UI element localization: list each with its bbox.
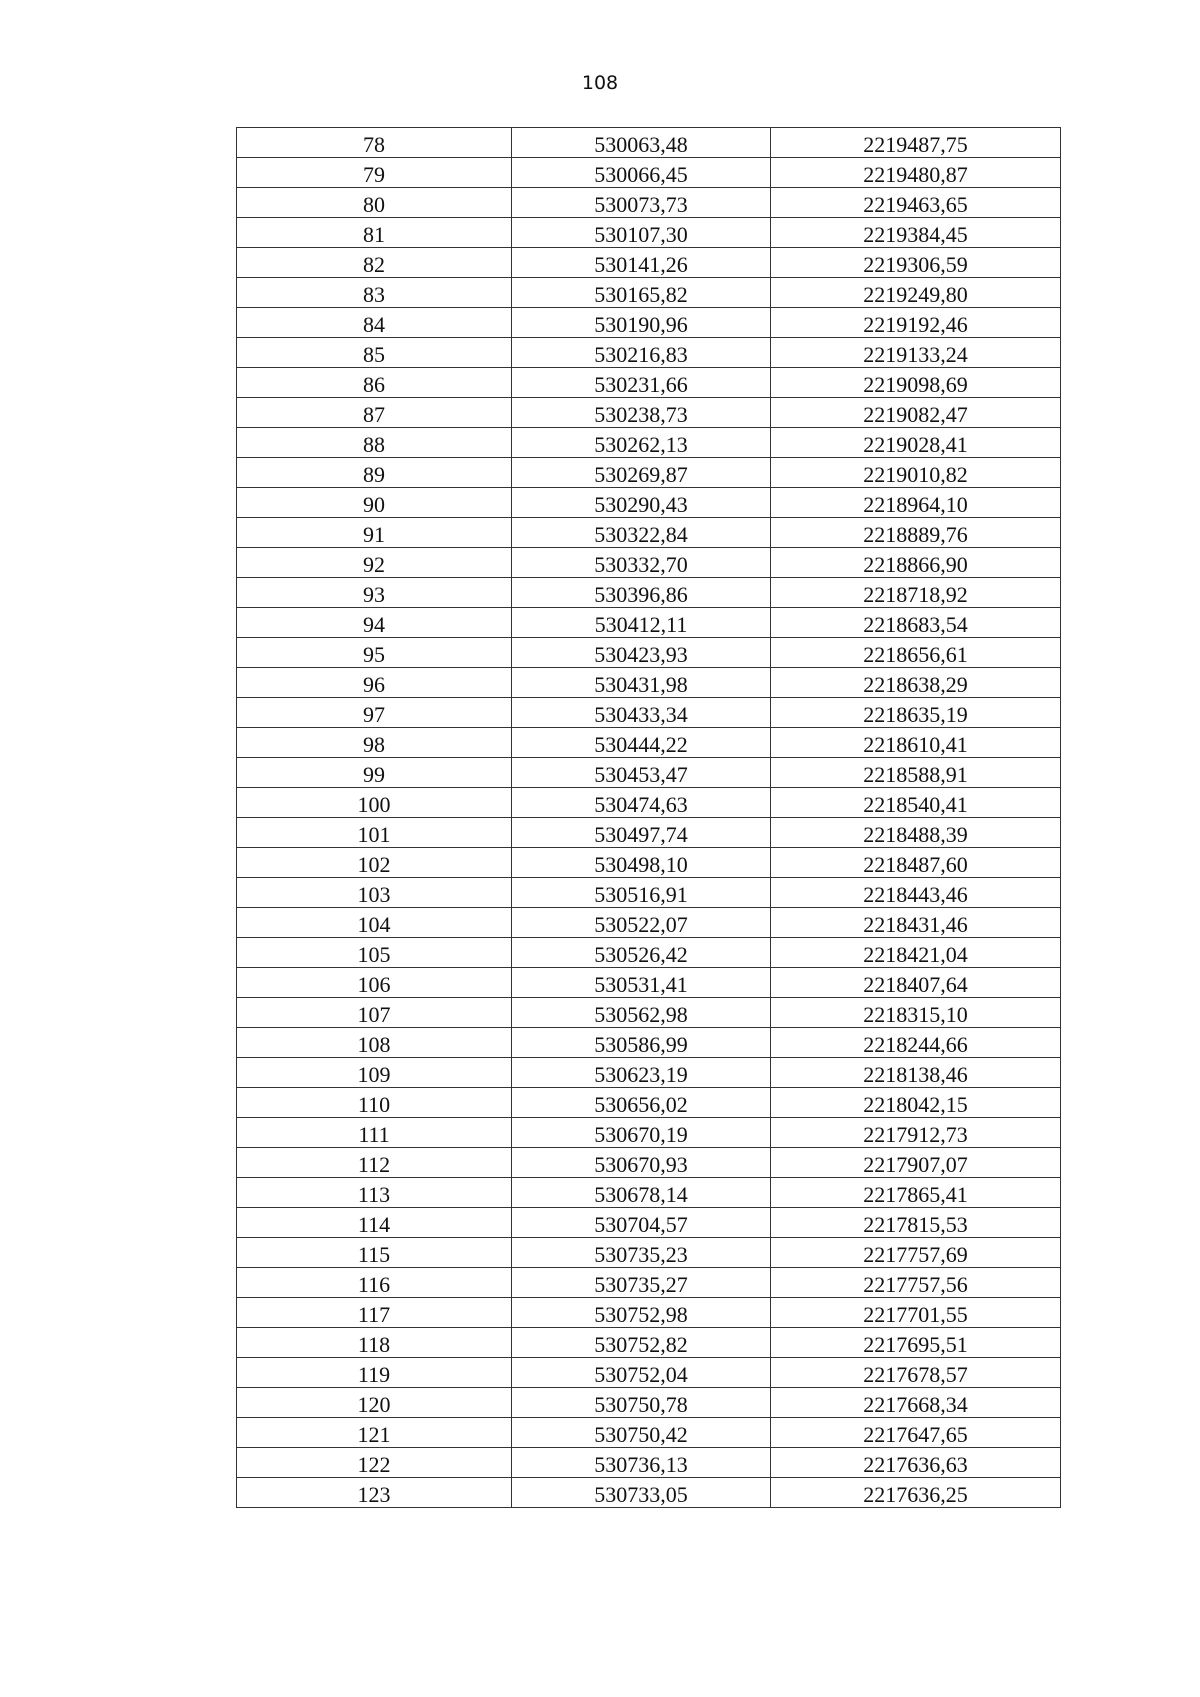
- point-number-cell: 111: [237, 1118, 512, 1148]
- point-number-cell: 123: [237, 1478, 512, 1508]
- y-coordinate-cell: 2219384,45: [771, 218, 1061, 248]
- x-coordinate-cell: 530531,41: [512, 968, 771, 998]
- table-row: [237, 998, 1061, 1028]
- table-row: [237, 1148, 1061, 1178]
- table-row: [237, 1388, 1061, 1418]
- point-number-cell: 83: [237, 278, 512, 308]
- table-row: [237, 518, 1061, 548]
- point-number-cell: 87: [237, 398, 512, 428]
- y-coordinate-cell: 2217695,51: [771, 1328, 1061, 1358]
- x-coordinate-cell: 530752,04: [512, 1358, 771, 1388]
- y-coordinate-cell: 2218683,54: [771, 608, 1061, 638]
- x-coordinate-cell: 530750,78: [512, 1388, 771, 1418]
- x-coordinate-cell: 530216,83: [512, 338, 771, 368]
- x-coordinate-cell: 530063,48: [512, 128, 771, 158]
- x-coordinate-cell: 530262,13: [512, 428, 771, 458]
- y-coordinate-cell: 2218443,46: [771, 878, 1061, 908]
- table-row: [237, 1058, 1061, 1088]
- y-coordinate-cell: 2218431,46: [771, 908, 1061, 938]
- table-row: [237, 368, 1061, 398]
- table-row: [237, 578, 1061, 608]
- point-number-cell: 100: [237, 788, 512, 818]
- table-row: [237, 308, 1061, 338]
- y-coordinate-cell: 2218488,39: [771, 818, 1061, 848]
- x-coordinate-cell: 530290,43: [512, 488, 771, 518]
- table-row: [237, 1208, 1061, 1238]
- point-number-cell: 114: [237, 1208, 512, 1238]
- y-coordinate-cell: 2217757,69: [771, 1238, 1061, 1268]
- y-coordinate-cell: 2217636,25: [771, 1478, 1061, 1508]
- y-coordinate-cell: 2219463,65: [771, 188, 1061, 218]
- point-number-cell: 120: [237, 1388, 512, 1418]
- table-row: [237, 938, 1061, 968]
- x-coordinate-cell: 530165,82: [512, 278, 771, 308]
- y-coordinate-cell: 2218421,04: [771, 938, 1061, 968]
- x-coordinate-cell: 530269,87: [512, 458, 771, 488]
- coordinates-table-body: [237, 128, 1061, 1508]
- x-coordinate-cell: 530736,13: [512, 1448, 771, 1478]
- point-number-cell: 90: [237, 488, 512, 518]
- y-coordinate-cell: 2218138,46: [771, 1058, 1061, 1088]
- table-row: [237, 488, 1061, 518]
- point-number-cell: 102: [237, 848, 512, 878]
- table-row: [237, 878, 1061, 908]
- table-row: [237, 1238, 1061, 1268]
- y-coordinate-cell: 2217912,73: [771, 1118, 1061, 1148]
- y-coordinate-cell: 2218487,60: [771, 848, 1061, 878]
- y-coordinate-cell: 2218964,10: [771, 488, 1061, 518]
- x-coordinate-cell: 530498,10: [512, 848, 771, 878]
- x-coordinate-cell: 530670,93: [512, 1148, 771, 1178]
- page-number: 108: [581, 72, 619, 94]
- x-coordinate-cell: 530522,07: [512, 908, 771, 938]
- y-coordinate-cell: 2218656,61: [771, 638, 1061, 668]
- x-coordinate-cell: 530497,74: [512, 818, 771, 848]
- y-coordinate-cell: 2218588,91: [771, 758, 1061, 788]
- point-number-cell: 91: [237, 518, 512, 548]
- table-row: [237, 608, 1061, 638]
- point-number-cell: 79: [237, 158, 512, 188]
- x-coordinate-cell: 530474,63: [512, 788, 771, 818]
- x-coordinate-cell: 530332,70: [512, 548, 771, 578]
- table-row: [237, 1088, 1061, 1118]
- table-row: [237, 758, 1061, 788]
- x-coordinate-cell: 530623,19: [512, 1058, 771, 1088]
- y-coordinate-cell: 2217907,07: [771, 1148, 1061, 1178]
- table-row: [237, 338, 1061, 368]
- y-coordinate-cell: 2218635,19: [771, 698, 1061, 728]
- y-coordinate-cell: 2217636,63: [771, 1448, 1061, 1478]
- table-row: [237, 968, 1061, 998]
- x-coordinate-cell: 530107,30: [512, 218, 771, 248]
- table-row: [237, 638, 1061, 668]
- y-coordinate-cell: 2217757,56: [771, 1268, 1061, 1298]
- point-number-cell: 104: [237, 908, 512, 938]
- y-coordinate-cell: 2218638,29: [771, 668, 1061, 698]
- x-coordinate-cell: 530516,91: [512, 878, 771, 908]
- table-row: [237, 1028, 1061, 1058]
- y-coordinate-cell: 2217668,34: [771, 1388, 1061, 1418]
- y-coordinate-cell: 2219487,75: [771, 128, 1061, 158]
- table-row: [237, 1328, 1061, 1358]
- table-row: [237, 1448, 1061, 1478]
- x-coordinate-cell: 530141,26: [512, 248, 771, 278]
- x-coordinate-cell: 530396,86: [512, 578, 771, 608]
- point-number-cell: 99: [237, 758, 512, 788]
- point-number-cell: 96: [237, 668, 512, 698]
- x-coordinate-cell: 530586,99: [512, 1028, 771, 1058]
- x-coordinate-cell: 530752,98: [512, 1298, 771, 1328]
- point-number-cell: 107: [237, 998, 512, 1028]
- point-number-cell: 82: [237, 248, 512, 278]
- point-number-cell: 95: [237, 638, 512, 668]
- table-row: [237, 1298, 1061, 1328]
- point-number-cell: 110: [237, 1088, 512, 1118]
- y-coordinate-cell: 2217815,53: [771, 1208, 1061, 1238]
- table-row: [237, 788, 1061, 818]
- table-row: [237, 548, 1061, 578]
- x-coordinate-cell: 530733,05: [512, 1478, 771, 1508]
- point-number-cell: 103: [237, 878, 512, 908]
- table-row: [237, 158, 1061, 188]
- table-row: [237, 668, 1061, 698]
- table-row: [237, 698, 1061, 728]
- x-coordinate-cell: 530704,57: [512, 1208, 771, 1238]
- x-coordinate-cell: 530735,23: [512, 1238, 771, 1268]
- point-number-cell: 113: [237, 1178, 512, 1208]
- y-coordinate-cell: 2218610,41: [771, 728, 1061, 758]
- point-number-cell: 98: [237, 728, 512, 758]
- y-coordinate-cell: 2219133,24: [771, 338, 1061, 368]
- point-number-cell: 94: [237, 608, 512, 638]
- y-coordinate-cell: 2218540,41: [771, 788, 1061, 818]
- x-coordinate-cell: 530453,47: [512, 758, 771, 788]
- point-number-cell: 92: [237, 548, 512, 578]
- point-number-cell: 84: [237, 308, 512, 338]
- point-number-cell: 108: [237, 1028, 512, 1058]
- y-coordinate-cell: 2217647,65: [771, 1418, 1061, 1448]
- point-number-cell: 117: [237, 1298, 512, 1328]
- y-coordinate-cell: 2219192,46: [771, 308, 1061, 338]
- x-coordinate-cell: 530412,11: [512, 608, 771, 638]
- x-coordinate-cell: 530322,84: [512, 518, 771, 548]
- point-number-cell: 78: [237, 128, 512, 158]
- y-coordinate-cell: 2219249,80: [771, 278, 1061, 308]
- x-coordinate-cell: 530678,14: [512, 1178, 771, 1208]
- y-coordinate-cell: 2219028,41: [771, 428, 1061, 458]
- point-number-cell: 93: [237, 578, 512, 608]
- table-row: [237, 1418, 1061, 1448]
- point-number-cell: 80: [237, 188, 512, 218]
- table-row: [237, 458, 1061, 488]
- table-row: [237, 1118, 1061, 1148]
- point-number-cell: 101: [237, 818, 512, 848]
- coordinates-table: [236, 127, 1061, 1508]
- point-number-cell: 112: [237, 1148, 512, 1178]
- point-number-cell: 85: [237, 338, 512, 368]
- point-number-cell: 105: [237, 938, 512, 968]
- point-number-cell: 97: [237, 698, 512, 728]
- table-row: [237, 428, 1061, 458]
- y-coordinate-cell: 2218244,66: [771, 1028, 1061, 1058]
- x-coordinate-cell: 530562,98: [512, 998, 771, 1028]
- y-coordinate-cell: 2219082,47: [771, 398, 1061, 428]
- x-coordinate-cell: 530444,22: [512, 728, 771, 758]
- x-coordinate-cell: 530190,96: [512, 308, 771, 338]
- y-coordinate-cell: 2218315,10: [771, 998, 1061, 1028]
- x-coordinate-cell: 530238,73: [512, 398, 771, 428]
- x-coordinate-cell: 530073,73: [512, 188, 771, 218]
- table-row: [237, 728, 1061, 758]
- point-number-cell: 116: [237, 1268, 512, 1298]
- x-coordinate-cell: 530752,82: [512, 1328, 771, 1358]
- table-row: [237, 1358, 1061, 1388]
- x-coordinate-cell: 530433,34: [512, 698, 771, 728]
- table-row: [237, 278, 1061, 308]
- y-coordinate-cell: 2219306,59: [771, 248, 1061, 278]
- table-row: [237, 218, 1061, 248]
- table-row: [237, 128, 1061, 158]
- x-coordinate-cell: 530750,42: [512, 1418, 771, 1448]
- point-number-cell: 109: [237, 1058, 512, 1088]
- x-coordinate-cell: 530670,19: [512, 1118, 771, 1148]
- table-row: [237, 908, 1061, 938]
- x-coordinate-cell: 530735,27: [512, 1268, 771, 1298]
- x-coordinate-cell: 530431,98: [512, 668, 771, 698]
- y-coordinate-cell: 2218866,90: [771, 548, 1061, 578]
- point-number-cell: 88: [237, 428, 512, 458]
- y-coordinate-cell: 2219480,87: [771, 158, 1061, 188]
- y-coordinate-cell: 2217678,57: [771, 1358, 1061, 1388]
- point-number-cell: 89: [237, 458, 512, 488]
- table-row: [237, 1478, 1061, 1508]
- point-number-cell: 86: [237, 368, 512, 398]
- y-coordinate-cell: 2217701,55: [771, 1298, 1061, 1328]
- x-coordinate-cell: 530231,66: [512, 368, 771, 398]
- y-coordinate-cell: 2219098,69: [771, 368, 1061, 398]
- x-coordinate-cell: 530066,45: [512, 158, 771, 188]
- x-coordinate-cell: 530526,42: [512, 938, 771, 968]
- point-number-cell: 118: [237, 1328, 512, 1358]
- table-row: [237, 1268, 1061, 1298]
- y-coordinate-cell: 2219010,82: [771, 458, 1061, 488]
- table-row: [237, 248, 1061, 278]
- point-number-cell: 81: [237, 218, 512, 248]
- point-number-cell: 122: [237, 1448, 512, 1478]
- table-row: [237, 818, 1061, 848]
- y-coordinate-cell: 2217865,41: [771, 1178, 1061, 1208]
- y-coordinate-cell: 2218407,64: [771, 968, 1061, 998]
- y-coordinate-cell: 2218042,15: [771, 1088, 1061, 1118]
- table-row: [237, 848, 1061, 878]
- table-row: [237, 398, 1061, 428]
- y-coordinate-cell: 2218718,92: [771, 578, 1061, 608]
- point-number-cell: 115: [237, 1238, 512, 1268]
- x-coordinate-cell: 530656,02: [512, 1088, 771, 1118]
- point-number-cell: 119: [237, 1358, 512, 1388]
- table-row: [237, 1178, 1061, 1208]
- table-row: [237, 188, 1061, 218]
- point-number-cell: 121: [237, 1418, 512, 1448]
- point-number-cell: 106: [237, 968, 512, 998]
- x-coordinate-cell: 530423,93: [512, 638, 771, 668]
- y-coordinate-cell: 2218889,76: [771, 518, 1061, 548]
